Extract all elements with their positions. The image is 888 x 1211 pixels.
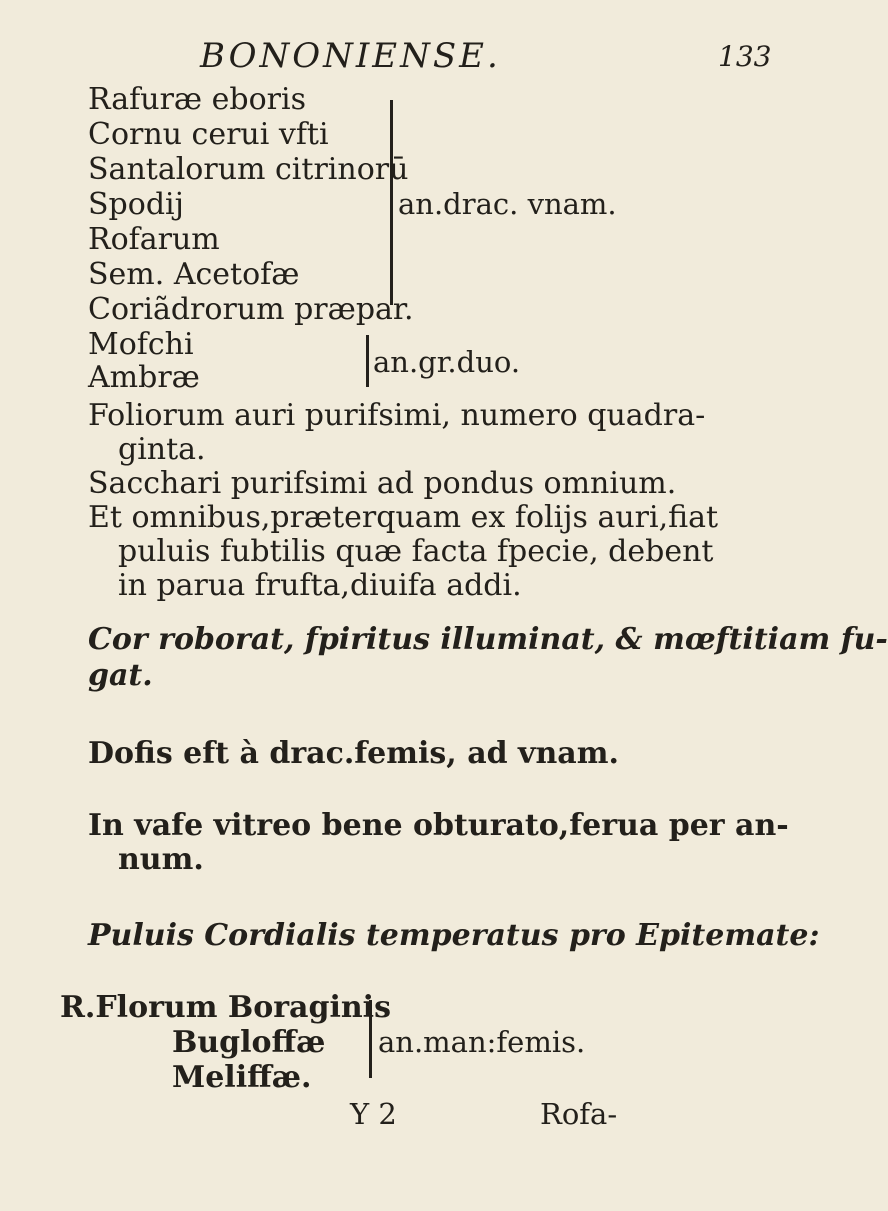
recipe-title: Puluis Cordialis temperatus pro Epitemate: — [88, 918, 820, 953]
text-line: in parua frufta,diuifa addi. — [118, 568, 522, 603]
ingredient-line: Ambræ — [88, 360, 200, 395]
text-line: ginta. — [118, 432, 206, 467]
ingredient-line: Rofarum — [88, 222, 220, 257]
dose-amount: an.man:femis. — [378, 1025, 586, 1059]
ingredient-line: Bugloffæ — [172, 1025, 326, 1060]
ingredient-line: Santalorum citrinorū — [88, 152, 409, 187]
virtue-line: Cor roborat, fpiritus illuminat, & mœftitiam fu- — [88, 622, 888, 657]
dose-note: Dofis eft à drac.femis, ad vnam. — [88, 736, 619, 771]
storage-line: In vafe vitreo bene obturato,ferua per an- — [88, 808, 789, 843]
running-header: BONONIENSE. — [200, 36, 501, 76]
ingredient-line: Rafuræ eboris — [88, 82, 307, 117]
ingredient-line: R.Florum Boraginis — [60, 990, 391, 1025]
dose-amount: an.gr.duo. — [373, 345, 521, 379]
virtue-line: gat. — [88, 658, 153, 693]
ingredient-line: Cornu cerui vfti — [88, 117, 329, 152]
text-line: Sacchari purifsimi ad pondus omnium. — [88, 466, 677, 501]
brace-bracket — [360, 335, 369, 387]
ingredient-line: Coriãdrorum præpar. — [88, 292, 414, 327]
text-line: puluis fubtilis quæ facta fpecie, debent — [118, 534, 714, 569]
text-line: Et omnibus,præterquam ex folijs auri,fiat — [88, 500, 719, 535]
storage-line: num. — [118, 842, 204, 877]
brace-bracket — [382, 100, 393, 305]
brace-bracket — [363, 1000, 372, 1078]
text-line: Foliorum auri purifsimi, numero quadra- — [88, 398, 706, 433]
page-number: 133 — [718, 40, 772, 73]
ingredient-line: Mofchi — [88, 327, 194, 362]
ingredient-line: Sem. Acetofæ — [88, 257, 300, 292]
ingredient-line: Meliffæ. — [172, 1060, 312, 1095]
signature-mark: Y 2 — [350, 1097, 397, 1131]
dose-amount: an.drac. vnam. — [398, 187, 617, 221]
catchword: Rofa- — [540, 1097, 618, 1131]
ingredient-line: Spodij — [88, 187, 184, 222]
